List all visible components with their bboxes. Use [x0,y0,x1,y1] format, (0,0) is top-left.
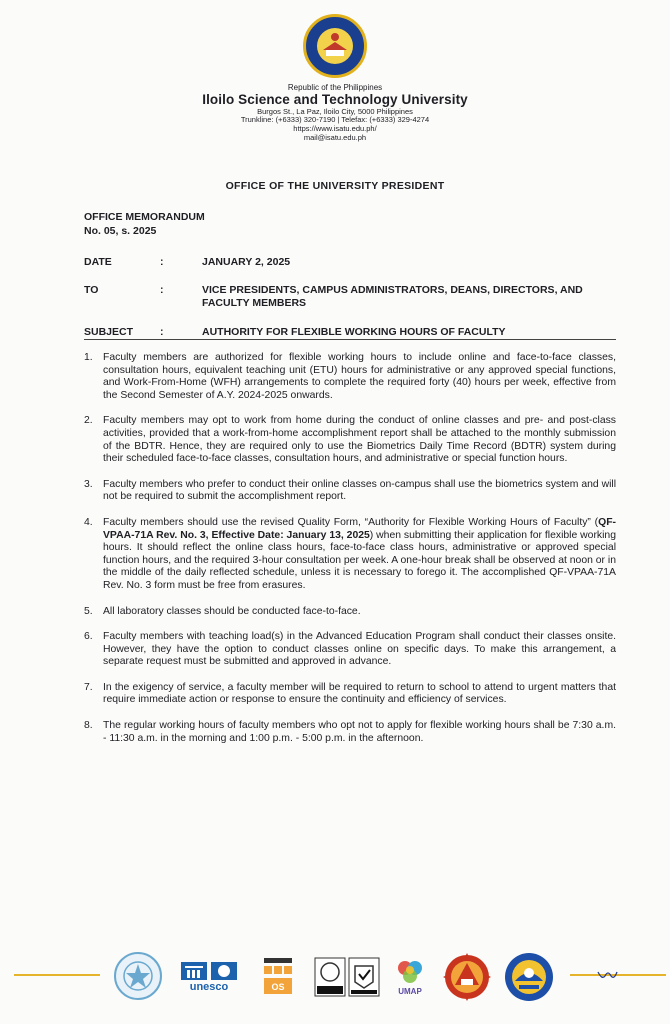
campus-seal-logo [502,950,556,1004]
subject-underline [84,339,616,340]
subject-value: AUTHORITY FOR FLEXIBLE WORKING HOURS OF FACULTY [202,326,506,338]
list-item: 6. Faculty members with teaching load(s) in the Advanced Education Program shall conduct their classes onsite. However, they have the option to conduct classes online on specific days. To make this arrangement, a separate request must be submitted and approved in advance. [84,631,616,668]
republic-line: Republic of the Philippines [287,83,383,92]
university-name: Iloilo Science and Technology University [202,92,468,108]
university-email: mail@isatu.edu.ph [303,132,367,142]
unesco-text: unesco [189,980,229,993]
university-phones: Trunkline: (+6333) 320-7190 | Telefax: (+6333) 329-4274 [240,115,430,125]
initials-signature [596,968,618,987]
accreditation-seal-logo [112,950,164,1002]
letterhead [0,14,670,142]
memo-items [84,352,616,758]
university-seal-logo [303,14,367,78]
memo-title: OFFICE MEMORANDUM [84,211,205,223]
subject-colon: : [160,326,164,338]
form-reference: QF-VPAA-71A Rev. No. 3, Effective Date: January 13, 2025 [103,516,616,541]
memo-number: No. 05, s. 2025 [84,225,157,237]
os-logo [258,950,298,1002]
footer-rule-left [14,974,100,976]
list-item: 2. Faculty members may opt to work from home during the conduct of online classes and pre- and post-class activities, provided that a work-from-home accomplishment report shall be attached to the monthly submission of the BDTR. Hence, they are required only to use the Biometrics Daily Time Record (BDTR) system during their scheduled face-to-face classes, consultation hours, and administrative or special function hours. [84,415,616,465]
list-item: 4. Faculty members should use the revised Quality Form, “Authority for Flexible Working Hours of Faculty” (QF-VPAA-71A Rev. No. 3, Effective Date: January 13, 2025) when submitting their application for flexible working hours. It should reflect the online class hours, face-to-face class hours, administrative or approved special function hours, and the required 3-hour consultation per week. A one-hour break shall be observed at noon or in the middle of the daily reflected schedule, unless it is necessary to forego it. The accomplished QF-VPAA-71A Rev. No. 3 form must be free from erasures. [84,516,616,591]
list-item: 1. Faculty members are authorized for flexible working hours to include online and face-to-face classes, consultation hours, equivalent teaching unit (ETU) hours for administrative or any approved special functions, and Work-From-Home (WFH) arrangements to complete the required forty (40) hours per week, effective from the Second Semester of A.Y. 2024-2025 onwards. [84,352,616,401]
to-label: TO [84,284,99,296]
list-item: 7. In the exigency of service, a faculty member will be required to return to school to attend to urgent matters that require immediate action or response to ensure the continuity and efficiency of services. [84,681,616,706]
list-item: 5. All laboratory classes should be conducted face-to-face. [84,605,361,617]
umap-text: UMAP [398,986,422,996]
date-value: JANUARY 2, 2025 [202,256,291,268]
list-item: 8. The regular working hours of faculty members who opt not to apply for flexible working hours shall be 7:30 a.m. - 11:30 a.m. in the morning and 1:00 p.m. - 5:00 p.m. in the afternoon. [84,720,616,744]
umap-logo [390,950,430,1002]
memo-header [84,210,205,238]
office-heading: OFFICE OF THE UNIVERSITY PRESIDENT [225,180,445,192]
to-colon: : [160,284,164,296]
iso-certification-logo [312,950,382,1002]
subject-label: SUBJECT [84,326,134,338]
gear-emblem-logo [440,950,494,1004]
os-text: OS [271,982,285,992]
date-colon: : [160,256,164,268]
footer-logos [0,944,670,1014]
university-address: Burgos St., La Paz, Iloilo City, 5000 Philippines [257,106,413,116]
university-website: https://www.isatu.edu.ph/ [293,123,377,133]
list-item: 3. Faculty members who prefer to conduct their online classes on-campus shall use the biometrics system and will not be required to submit the accomplishment report. [84,478,616,503]
to-value: VICE PRESIDENTS, CAMPUS ADMINISTRATORS, DEANS, DIRECTORS, AND FACULTY MEMBERS [202,284,583,309]
unesco-logo [176,950,242,1002]
date-label: DATE [84,256,112,268]
footer-rule-right [570,974,666,976]
